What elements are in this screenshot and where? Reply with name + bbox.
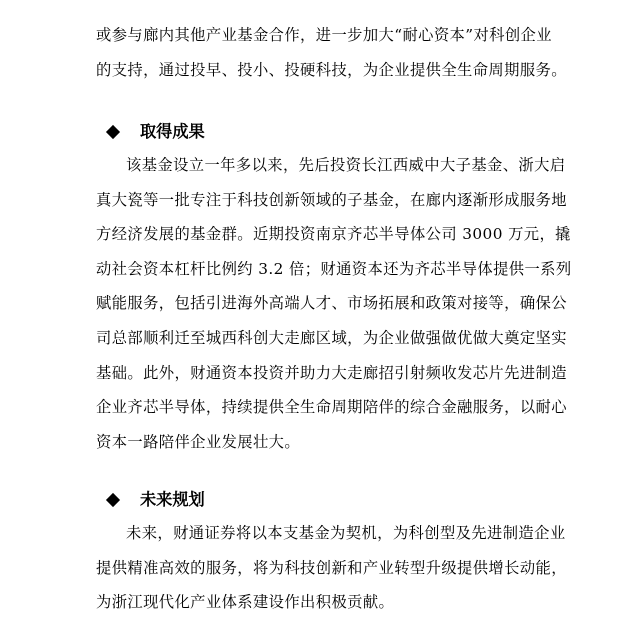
text-line: 方经济发展的基金群。近期投资南京齐芯半导体公司 3000 万元，撬 [96, 225, 571, 244]
text-line: 赋能服务，包括引进海外高端人才、市场拓展和政策对接等，确保公 [96, 294, 567, 313]
section-heading-plan [108, 489, 205, 511]
text-line: 基础。此外，财通资本投资并助力大走廊招引射频收发芯片先进制造 [96, 363, 567, 382]
text-line: 或参与廊内其他产业基金合作，进一步加大“耐心资本”对科创企业 [96, 26, 552, 44]
section-heading-text: 未来规划 [140, 490, 205, 509]
text-line: 真大瓷等一批专注于科技创新领域的子基金，在廊内逐渐形成服务地 [96, 190, 567, 209]
intro-paragraph [96, 18, 566, 87]
results-paragraph [96, 148, 572, 459]
text-line: 企业齐芯半导体，持续提供全生命周期陪伴的综合金融服务，以耐心 [96, 398, 567, 417]
text-line: 未来，财通证券将以本支基金为契机，为科创型及先进制造企业 [126, 524, 566, 542]
text-line: 提供精准高效的服务，将为科技创新和产业转型升级提供增长动能， [96, 558, 567, 577]
section-heading-text: 取得成果 [140, 122, 205, 141]
text-line: 该基金设立一年多以来，先后投资长江西威中大子基金、浙大启 [126, 156, 566, 174]
plan-paragraph [96, 516, 566, 620]
diamond-bullet-icon [106, 125, 120, 139]
text-line: 动社会资本杠杆比例约 3.2 倍；财通资本还为齐芯半导体提供一系列 [96, 259, 572, 278]
text-line: 为浙江现代化产业体系建设作出积极贡献。 [96, 593, 395, 612]
text-line: 的支持，通过投早、投小、投硬科技，为企业提供全生命周期服务。 [96, 60, 567, 79]
text-line: 资本一路陪伴企业发展壮大。 [96, 432, 301, 451]
section-heading-results [108, 121, 205, 143]
text-line: 司总部顺利迁至城西科创大走廊区域，为企业做强做优做大奠定坚实 [96, 328, 567, 347]
diamond-bullet-icon [106, 493, 120, 507]
